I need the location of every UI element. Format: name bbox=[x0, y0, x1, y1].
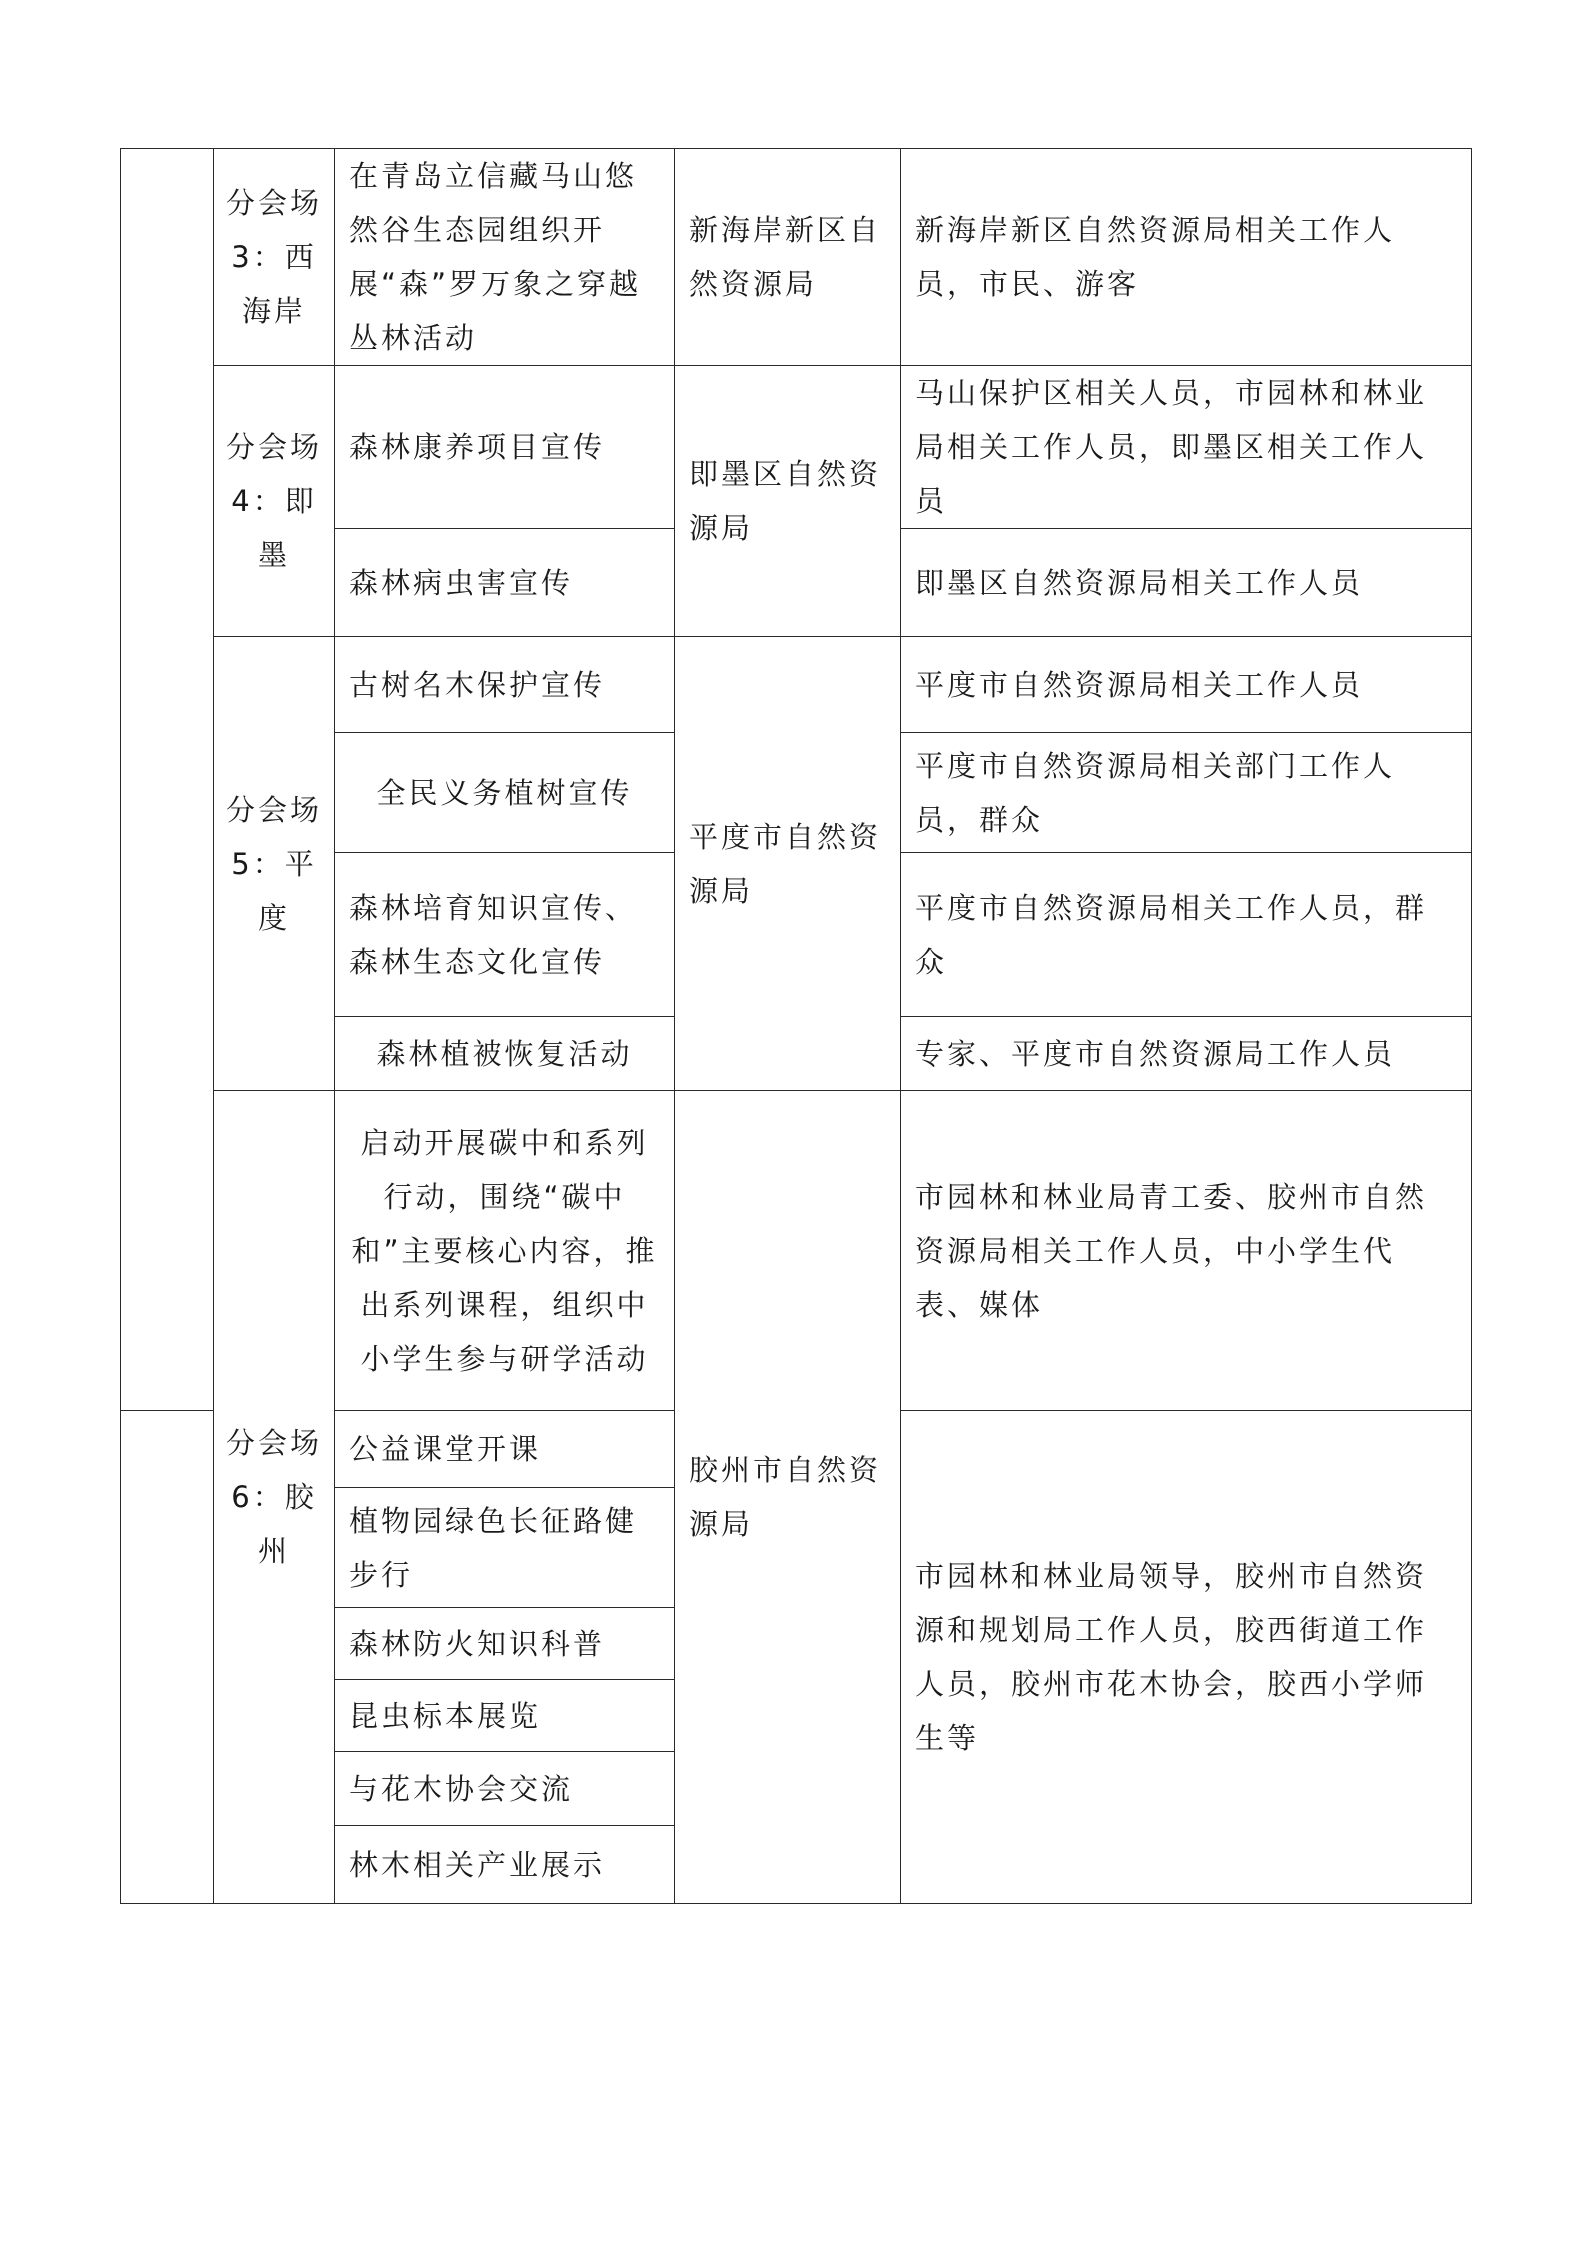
venue-cell: 分会场4：即墨 bbox=[214, 366, 335, 637]
organizer-cell: 即墨区自然资源局 bbox=[675, 366, 901, 637]
table-row bbox=[121, 149, 1472, 366]
activity-cell: 启动开展碳中和系列行动，围绕“碳中和”主要核心内容，推出系列课程，组织中小学生参与研学活动 bbox=[335, 1091, 675, 1411]
category-cell bbox=[121, 1411, 214, 1904]
activity-cell: 植物园绿色长征路健步行 bbox=[335, 1488, 675, 1608]
organizer-cell: 新海岸新区自然资源局 bbox=[675, 149, 901, 366]
activity-cell: 古树名木保护宣传 bbox=[335, 637, 675, 733]
table-row bbox=[121, 366, 1472, 529]
activity-cell: 森林康养项目宣传 bbox=[335, 366, 675, 529]
participants-cell: 平度市自然资源局相关工作人员 bbox=[901, 637, 1472, 733]
organizer-cell: 平度市自然资源局 bbox=[675, 637, 901, 1091]
venue-cell: 分会场5：平度 bbox=[214, 637, 335, 1091]
activity-cell: 在青岛立信藏马山悠然谷生态园组织开展“森”罗万象之穿越丛林活动 bbox=[335, 149, 675, 366]
participants-cell: 专家、平度市自然资源局工作人员 bbox=[901, 1017, 1472, 1091]
activity-cell: 全民义务植树宣传 bbox=[335, 733, 675, 853]
participants-cell: 马山保护区相关人员，市园林和林业局相关工作人员，即墨区相关工作人员 bbox=[901, 366, 1472, 529]
table-row bbox=[121, 637, 1472, 733]
venue-cell: 分会场6：胶州 bbox=[214, 1091, 335, 1904]
activity-cell: 林木相关产业展示 bbox=[335, 1826, 675, 1904]
activity-cell: 与花木协会交流 bbox=[335, 1752, 675, 1826]
organizer-cell: 胶州市自然资源局 bbox=[675, 1091, 901, 1904]
activity-cell: 森林防火知识科普 bbox=[335, 1608, 675, 1680]
venue-cell: 分会场3：西海岸 bbox=[214, 149, 335, 366]
activity-cell: 昆虫标本展览 bbox=[335, 1680, 675, 1752]
activity-cell: 公益课堂开课 bbox=[335, 1411, 675, 1488]
table-row bbox=[121, 1091, 1472, 1411]
participants-cell: 即墨区自然资源局相关工作人员 bbox=[901, 529, 1472, 637]
participants-cell: 新海岸新区自然资源局相关工作人员，市民、游客 bbox=[901, 149, 1472, 366]
participants-cell: 市园林和林业局青工委、胶州市自然资源局相关工作人员，中小学生代表、媒体 bbox=[901, 1091, 1472, 1411]
participants-cell: 平度市自然资源局相关部门工作人员，群众 bbox=[901, 733, 1472, 853]
category-cell bbox=[121, 149, 214, 1411]
activity-cell: 森林培育知识宣传、森林生态文化宣传 bbox=[335, 853, 675, 1017]
participants-cell: 平度市自然资源局相关工作人员，群众 bbox=[901, 853, 1472, 1017]
activity-cell: 森林病虫害宣传 bbox=[335, 529, 675, 637]
activity-cell: 森林植被恢复活动 bbox=[335, 1017, 675, 1091]
activity-table bbox=[120, 148, 1472, 1904]
participants-cell: 市园林和林业局领导，胶州市自然资源和规划局工作人员，胶西街道工作人员，胶州市花木协会，胶西小学师生等 bbox=[901, 1411, 1472, 1904]
